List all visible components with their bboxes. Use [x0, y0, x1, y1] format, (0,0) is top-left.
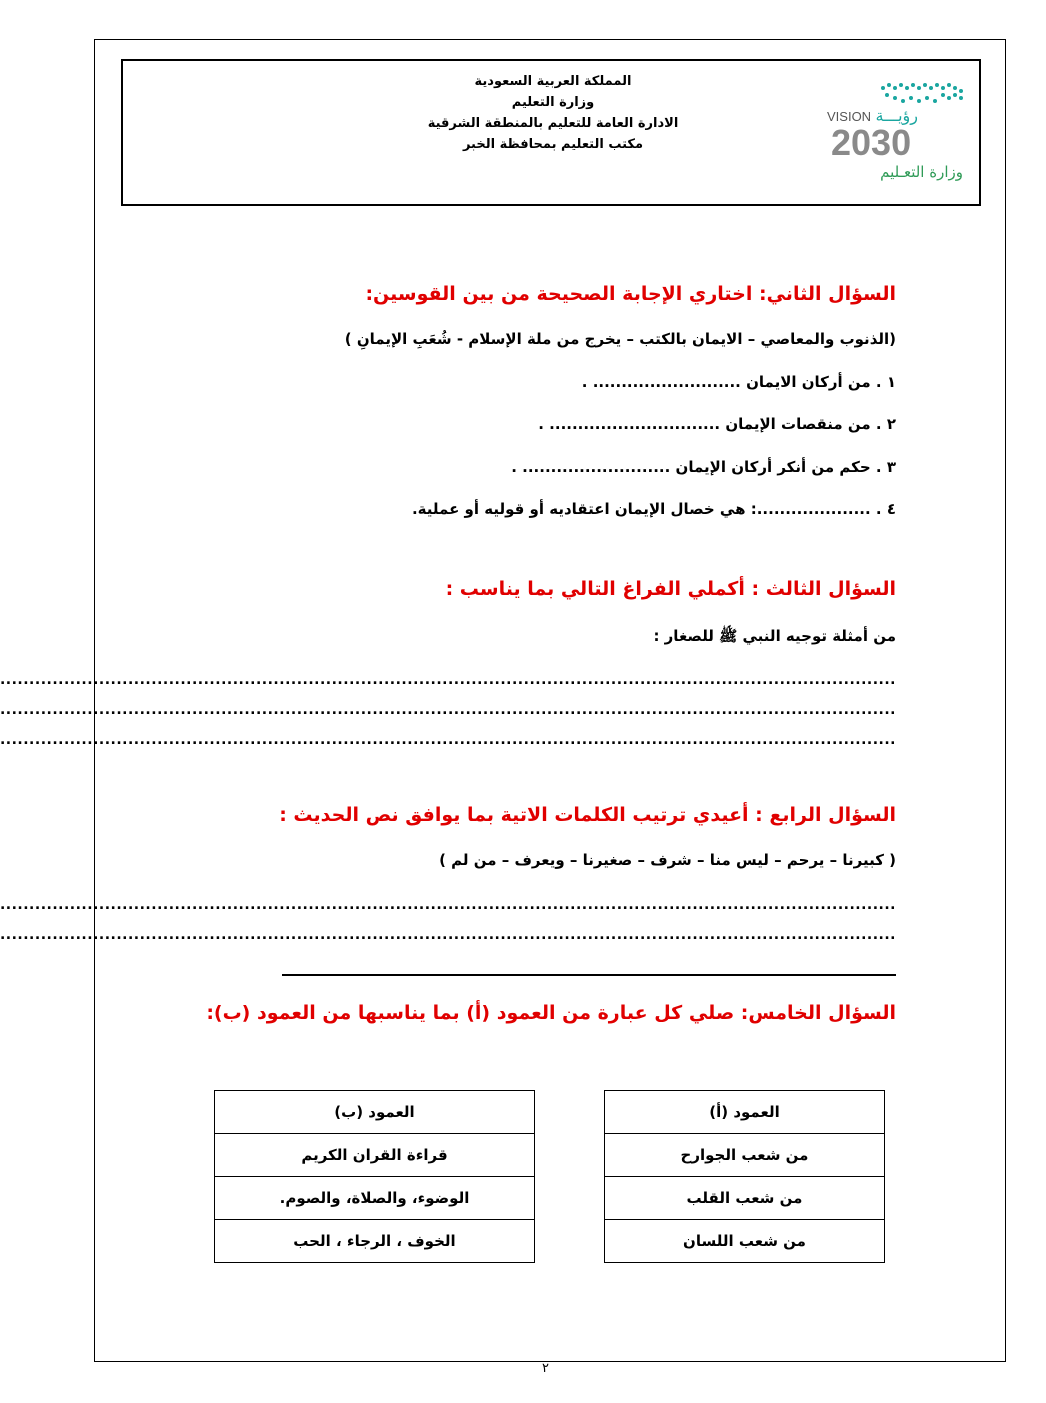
q3-title: السؤال الثالث : أكملي الفراغ التالي بما يناسب : — [445, 578, 896, 600]
header-box — [121, 59, 981, 206]
column-a-header: العمود (أ) — [605, 1091, 885, 1134]
section-divider — [282, 974, 896, 976]
column-b-table — [214, 1090, 535, 1263]
logo-ministry: وزارة التعـليم — [880, 163, 963, 181]
q4-title: السؤال الرابع : أعيدي ترتيب الكلمات الاتية بما يوافق نص الحديث : — [279, 804, 896, 826]
logo-year: 2030 — [831, 122, 912, 163]
column-a-table — [604, 1090, 885, 1263]
header-line-office: مكتب التعليم بمحافظة الخبر — [462, 137, 644, 152]
vision-2030-logo — [823, 73, 968, 183]
q2-item-2: ٢ . من منقصات الإيمان .............................. . — [538, 415, 896, 433]
q3-answer-line-1[interactable]: .......................................................................................................................................................... — [0, 672, 896, 688]
column-b-header: العمود (ب) — [215, 1091, 535, 1134]
q2-item-1: ١ . من أركان الايمان .......................... . — [581, 373, 896, 391]
q2-item-4: ٤ . ....................: هي خصال الإيمان اعتقاديه أو قوليه أو عملية. — [411, 500, 896, 518]
page-number: ٢ — [542, 1361, 549, 1376]
q3-answer-line-2[interactable]: .......................................................................................................................................................... — [0, 702, 896, 718]
q4-answer-line-2[interactable]: .......................................................................................................................................................... — [0, 927, 896, 943]
header-text — [403, 71, 703, 155]
header-line-kingdom: المملكة العربية السعودية — [474, 74, 632, 89]
column-a-row[interactable]: من شعب الجوارح — [605, 1134, 885, 1177]
column-b-row[interactable]: الخوف ، الرجاء ، الحب — [215, 1220, 535, 1263]
q2-title: السؤال الثاني: اختاري الإجابة الصحيحة من بين القوسين: — [365, 283, 896, 305]
q3-prompt: من أمثلة توجيه النبي ﷺ للصغار : — [653, 627, 896, 645]
logo-dots-icon — [881, 83, 963, 103]
header-line-ministry: وزارة التعليم — [511, 95, 595, 110]
column-a-row[interactable]: من شعب اللسان — [605, 1220, 885, 1263]
q2-choices: (الذنوب والمعاصي – الايمان بالكتب – يخرج من ملة الإسلام - شُعَبِ الإيمانِ ) — [344, 330, 896, 348]
logo-vision-en: VISION — [827, 109, 872, 124]
q4-words: ( كبيرنا – يرحم – ليس منا – شرف – صغيرنا – ويعرف – من لم ) — [439, 851, 896, 869]
q4-answer-line-1[interactable]: .......................................................................................................................................................... — [0, 897, 896, 913]
q3-answer-line-3[interactable]: .......................................................................................................................................................... — [0, 732, 896, 748]
column-a-row[interactable]: من شعب القلب — [605, 1177, 885, 1220]
column-b-row[interactable]: الوضوء، والصلاة، والصوم. — [215, 1177, 535, 1220]
logo-vision-ar: رؤيـــة — [875, 106, 918, 125]
q5-title: السؤال الخامس: صلي كل عبارة من العمود (أ) بما يناسبها من العمود (ب): — [206, 1002, 896, 1024]
column-b-row[interactable]: قراءة القران الكريم — [215, 1134, 535, 1177]
header-line-directorate: الادارة العامة للتعليم بالمنطقة الشرقية — [427, 116, 679, 131]
q2-item-3: ٣ . حكم من أنكر أركان الإيمان .......................... . — [511, 458, 896, 476]
